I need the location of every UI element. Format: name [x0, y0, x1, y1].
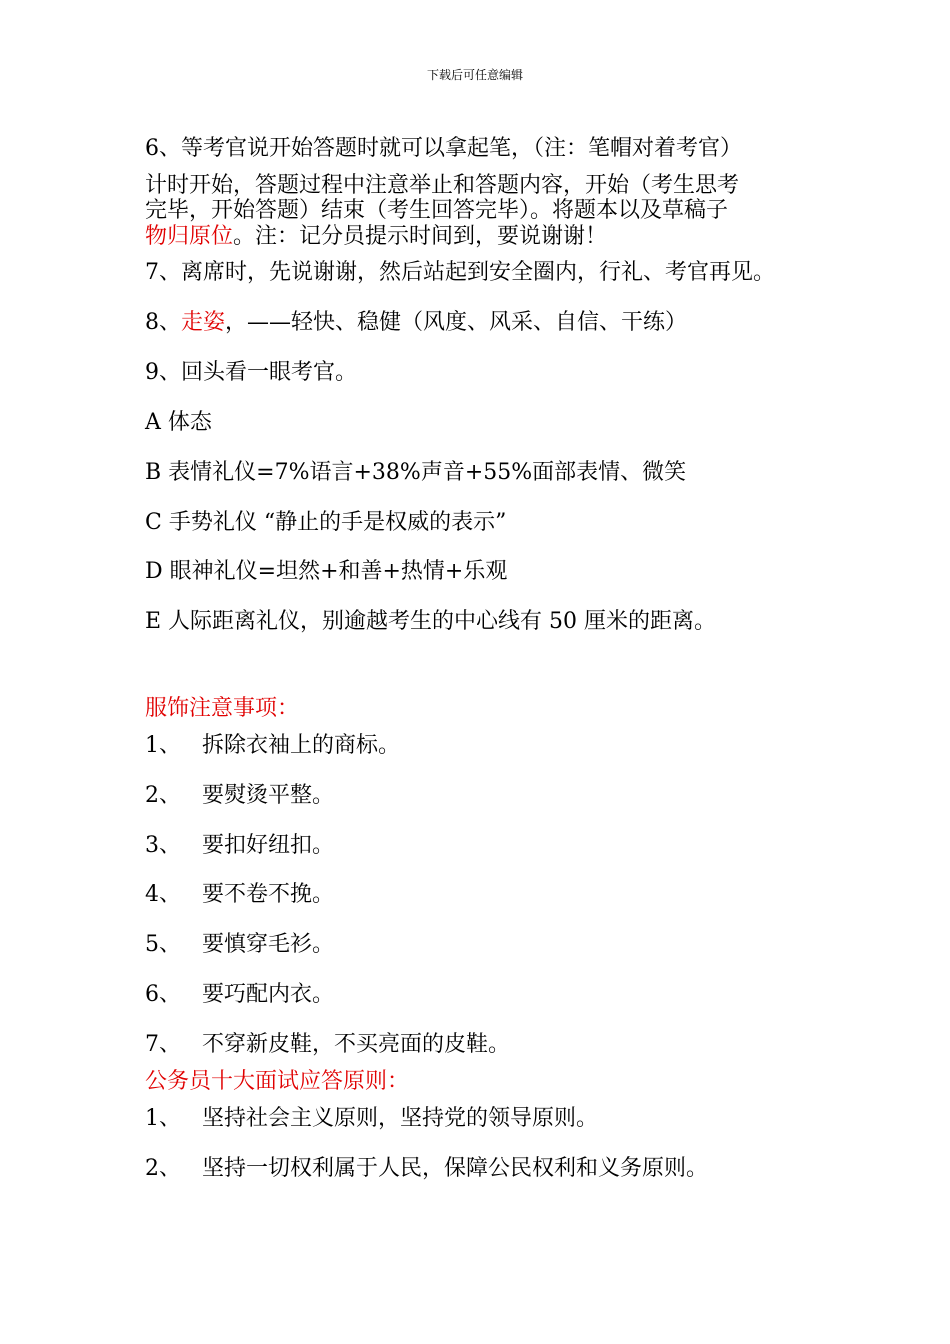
- item-text: 不穿新皮鞋，不买亮面的皮鞋。: [202, 1032, 511, 1057]
- clothing-section-title: 服饰注意事项：: [145, 696, 300, 721]
- paragraph-6-line-3: 完毕，开始答题）结束（考生回答完毕）。将题本以及草稿子: [145, 198, 729, 223]
- item-text: 要不卷不挽。: [202, 882, 335, 907]
- item-text: 坚持社会主义原则，坚持党的领导原则。: [202, 1106, 599, 1131]
- item-number: 2、: [145, 1156, 181, 1181]
- item-number: 6、: [145, 982, 181, 1007]
- item-number: 1、: [145, 1106, 181, 1131]
- clothing-item: [145, 783, 334, 809]
- principle-item: [145, 1106, 598, 1132]
- item-text: 要扣好纽扣。: [202, 833, 335, 858]
- clothing-item: [145, 932, 334, 958]
- paragraph-9: 9、回头看一眼考官。: [145, 360, 357, 385]
- red-highlight: 走姿: [181, 310, 226, 335]
- item-number: 7、: [145, 1032, 181, 1057]
- item-number: 5、: [145, 932, 181, 957]
- list-item-d: D 眼神礼仪=坦然+和善+热情+乐观: [145, 559, 508, 584]
- list-item-b: B 表情礼仪=7%语言+38%声音+55%面部表情、微笑: [145, 460, 687, 485]
- red-highlight: 物归原位: [145, 224, 234, 249]
- item-text: 要熨烫平整。: [202, 783, 335, 808]
- item-text: 要巧配内衣。: [202, 982, 335, 1007]
- item-text: 坚持一切权利属于人民，保障公民权利和义务原则。: [202, 1156, 709, 1181]
- clothing-item: [145, 982, 334, 1008]
- item-text: 拆除衣袖上的商标。: [202, 733, 401, 758]
- paragraph-8-prefix: 8、: [145, 310, 181, 335]
- item-number: 3、: [145, 833, 181, 858]
- item-text: 要慎穿毛衫。: [202, 932, 335, 957]
- list-item-c: C 手势礼仪 “静止的手是权威的表示”: [145, 510, 507, 535]
- list-item-a: A 体态: [145, 410, 212, 435]
- principles-section-title: 公务员十大面试应答原则：: [145, 1069, 410, 1094]
- paragraph-6-line-4-rest: 。注：记分员提示时间到，要说谢谢！: [233, 224, 608, 249]
- paragraph-6-line-1: 6、等考官说开始答题时就可以拿起笔，（注：笔帽对着考官）: [145, 136, 742, 161]
- clothing-item: [145, 733, 400, 759]
- list-item-e: E 人际距离礼仪，别逾越考生的中心线有 50 厘米的距离。: [145, 609, 717, 634]
- clothing-item: [145, 1032, 510, 1058]
- item-number: 1、: [145, 733, 181, 758]
- principle-item: [145, 1156, 708, 1182]
- paragraph-6-line-2: 计时开始，答题过程中注意举止和答题内容，开始（考生思考: [145, 173, 740, 198]
- paragraph-6-line-4: [145, 224, 607, 250]
- clothing-item: [145, 882, 334, 908]
- paragraph-8: [145, 310, 687, 336]
- item-number: 4、: [145, 882, 181, 907]
- page-header: 下载后可任意编辑: [426, 68, 523, 82]
- clothing-item: [145, 833, 334, 859]
- paragraph-8-rest: ，——轻快、稳健（风度、风采、自信、干练）: [225, 310, 688, 335]
- item-number: 2、: [145, 783, 181, 808]
- paragraph-7: 7、离席时，先说谢谢，然后站起到安全圈内，行礼、考官再见。: [145, 260, 775, 285]
